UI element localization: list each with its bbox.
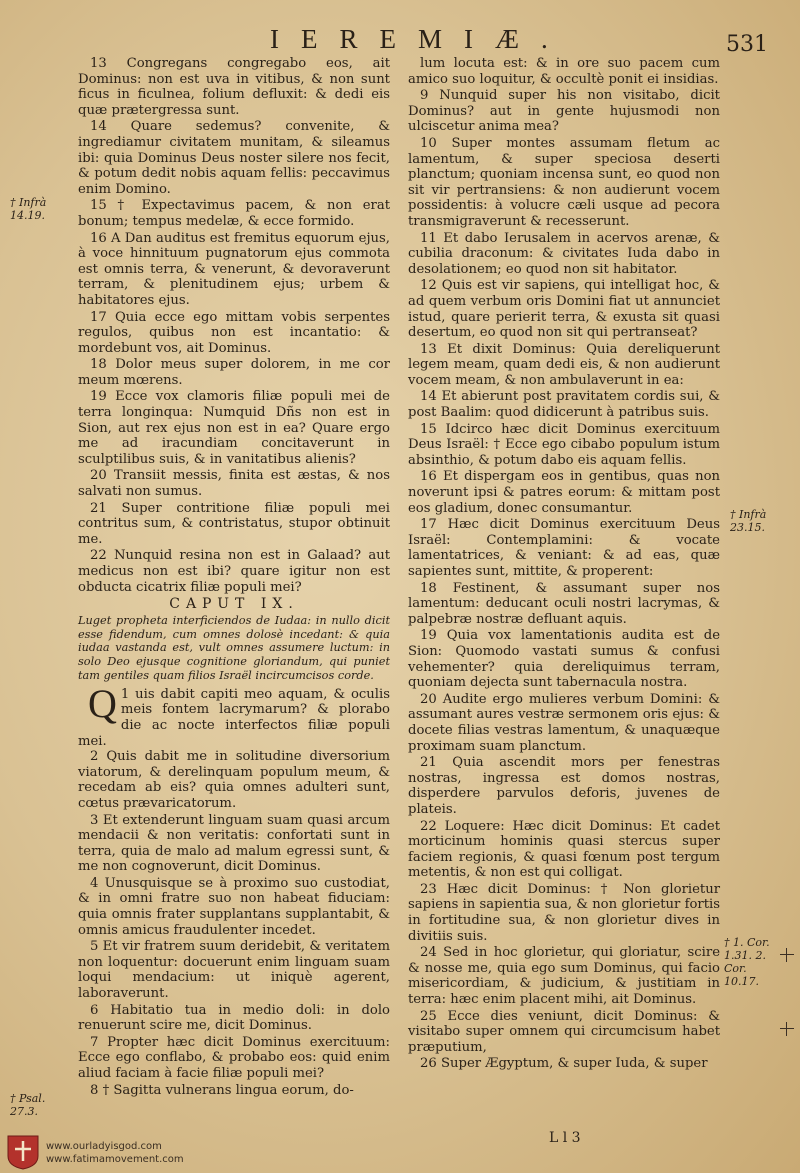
verse: 20 Audite ergo mulieres verbum Domini: & assumant aures vestræ sermonem oris ejus: & docete filias vestras lamentum, & unaquæque proximam suam planctum. xyxy=(408,691,720,754)
verse: 3 Et extenderunt linguam suam quasi arcum mendacii & non veritatis: confortati sunt in terra, quia de malo ad malum egressi sunt, & me non cognoverunt, dicit Dominus. xyxy=(78,812,390,875)
first-verse-text: uis dabit capiti meo aquam, & oculis meis fontem lacrymarum? & plorabo die ac nocte interfectos filiæ populi mei. xyxy=(78,686,390,749)
verse: 19 Quia vox lamentationis audita est de Sion: Quomodo vastati sumus & confusi vehementer? quia dereliquimus terram, quoniam dejecta sunt tabernacula nostra. xyxy=(408,628,720,691)
verse: 9 Nunquid super his non visitabo, dicit Dominus? aut in gente hujusmodi non ulciscetur anima mea? xyxy=(408,88,720,135)
credit-link[interactable]: www.ourladyisgod.com xyxy=(46,1141,162,1152)
verse: 20 Transiit messis, finita est æstas, & nos salvati non sumus. xyxy=(78,468,390,500)
left-column xyxy=(78,56,390,1099)
verse: 12 Quis est vir sapiens, qui intelligat hoc, & ad quem verbum oris Domini fiat ut annunciet istud, quare perierit terra, & exusta sit quasi desertum, eo quod non sit qui pertranseat? xyxy=(408,278,720,341)
verse: 5 Et vir fratrem suum deridebit, & veritatem non loquentur: docuerunt enim linguam suam loqui mendacium: ut iniquè agerent, laboraverunt. xyxy=(78,939,390,1002)
verse: 17 Quia ecce ego mittam vobis serpentes regulos, quibus non est incantatio: & mordebunt vos, ait Dominus. xyxy=(78,309,390,356)
page-header xyxy=(0,10,800,56)
verse: 24 Sed in hoc glorietur, qui gloriatur, scire & nosse me, quia ego sum Dominus, qui facio misericordiam, & judicium, & justitiam in terra: hæc enim placent mihi, ait Dominus. xyxy=(408,945,720,1008)
signature-mark: L l 3 xyxy=(549,1130,581,1146)
registration-cross-icon xyxy=(780,1022,794,1036)
verse: 10 Super montes assumam fletum ac lamentum, & super speciosa deserti planctum; quoniam incensa sunt, eo quod non sit vir pertransiens: & non audierunt vocem possidentis: à volucre cæli usque ad pecora transmigraverunt & recesserunt. xyxy=(408,135,720,229)
right-column xyxy=(408,56,720,1073)
verse: 11 Et dabo Ierusalem in acervos arenæ, & cubilia draconum: & civitates Iuda dabo in desolationem; eo quod non sit habitator. xyxy=(408,230,720,277)
verse: 2 Quis dabit me in solitudine diversorium viatorum, & derelinquam populum meum, & recedam ab eis? quia omnes adulteri sunt, cœtus prævaricatorum. xyxy=(78,749,390,811)
verse: 25 Ecce dies veniunt, dicit Dominus: & visitabo super omnem qui circumcisum habet præputium, xyxy=(408,1008,720,1055)
margin-note: † Infrà 23.15. xyxy=(730,508,767,534)
verse: 16 A Dan auditus est fremitus equorum ejus, à voce hinnituum pugnatorum ejus commota est omnis terra, & venerunt, & devoraverunt terram, & plenitudinem ejus; urbem & habitatores ejus. xyxy=(78,230,390,308)
verse: 8 † Sagitta vulnerans lingua eorum, do- xyxy=(90,1082,354,1098)
running-title: IEREMIÆ. xyxy=(270,24,570,54)
verse: 17 Hæc dicit Dominus exercituum Deus Israël: Contemplamini: & vocate lamentatrices, & veniant: & ad eas, quæ sapientes sunt, mittite, & properent: xyxy=(408,517,720,579)
verse: 4 Unusquisque se à proximo suo custodiat, & in omni fratre suo non habeat fiduciam: quia omnis frater supplantans supplantabit, & omnis amicus fraudulenter incedet. xyxy=(78,875,390,938)
verse: 15 † Expectavimus pacem, & non erat bonum; tempus medelæ, & ecce formido. xyxy=(78,198,390,229)
verse: 22 Loquere: Hæc dicit Dominus: Et cadet morticinum hominis quasi stercus super faciem regionis, & quasi fœnum post tergum metentis, & non est qui colligat. xyxy=(408,818,720,881)
margin-note: † 1. Cor. 1.31. 2. Cor. 10.17. xyxy=(724,936,770,988)
verse: 14 Quare sedemus? convenite, & ingrediamur civitatem munitam, & sileamus ibi: quia Dominus Deus noster silere nos fecit, & potum dedit nobis aquam fellis: peccavimus enim Domino. xyxy=(78,119,390,197)
verse-number: 1 xyxy=(120,686,130,702)
verse: 14 Et abierunt post pravitatem cordis sui, & post Baalim: quod didicerunt à patribus suis. xyxy=(408,389,720,421)
verse: lum locuta est: & in ore suo pacem cum amico suo loquitur, & occultè ponit ei insidias. xyxy=(408,56,720,87)
verse: 7 Propter hæc dicit Dominus exercituum: Ecce ego conflabo, & probabo eos: quid enim aliud faciam à facie filiæ populi mei? xyxy=(78,1034,390,1082)
chapter-heading: CAPUT IX. xyxy=(169,596,299,613)
registration-cross-icon xyxy=(780,948,794,962)
chapter-summary: Luget propheta interficiendos de Iudaa: in nullo dicit esse fidendum, cum omnes dolosè incedant: & quia iudaa vastanda est, vult omnes assumere luctum: in solo Deo ejusque cognitione gloriandum, qui puniet tam gentiles quam filios Israël incircumcisos corde. xyxy=(78,613,390,682)
drop-cap-letter: Q xyxy=(88,680,117,726)
verse: 21 Quia ascendit mors per fenestras nostras, ingressa est domos nostras, disperdere parvulos deforis, juvenes de plateis. xyxy=(408,755,720,817)
page-number: 531 xyxy=(726,32,768,57)
verse: 22 Nunquid resina non est in Galaad? aut medicus non est ibi? quare igitur non est obducta cicatrix filiæ populi mei? xyxy=(78,548,390,595)
verse: 26 Super Ægyptum, & super Iuda, & super xyxy=(420,1056,708,1072)
verse: 6 Habitatio tua in medio doli: in dolo renuerunt scire me, dicit Dominus. xyxy=(78,1002,390,1034)
site-logo-icon xyxy=(6,1134,40,1170)
verse: 18 Dolor meus super dolorem, in me cor meum mœrens. xyxy=(78,357,390,388)
verse: 21 Super contritione filiæ populi mei contritus sum, & contristatus, stupor obtinuit me. xyxy=(78,500,390,547)
verse: 15 Idcirco hæc dicit Dominus exercituum Deus Israël: † Ecce ego cibabo populum istum absinthio, & potum dabo eis aquam fellis. xyxy=(408,421,720,468)
margin-note: † Infrà 14.19. xyxy=(10,196,47,222)
margin-note: † Psal. 27.3. xyxy=(10,1092,46,1118)
verse: 13 Et dixit Dominus: Quia dereliquerunt legem meam, quam dedi eis, & non audierunt vocem meam, & non ambulaverunt in ea: xyxy=(408,341,720,388)
footer-credits xyxy=(46,1140,184,1166)
verse: 16 Et dispergam eos in gentibus, quas non noverunt ipsi & patres eorum: & mittam post eos gladium, donec consumantur. xyxy=(408,469,720,516)
first-verse xyxy=(78,680,390,749)
verse: 19 Ecce vox clamoris filiæ populi mei de terra longinqua: Numquid Dñs non est in Sion, aut rex ejus non est in ea? Quare ergo me ad iracundiam concitaverunt in sculptilibus suis, & in vanitatibus alienis? xyxy=(78,389,390,467)
verse: 23 Hæc dicit Dominus: † Non glorietur sapiens in sapientia sua, & non glorietur fortis in fortitudine sua, & non glorietur dives in divitiis suis. xyxy=(408,881,720,944)
verse: 18 Festinent, & assumant super nos lamentum: deducant oculi nostri lacrymas, & palpebræ nostræ defluant aquis. xyxy=(408,580,720,627)
verse: 13 Congregans congregabo eos, ait Dominus: non est uva in vitibus, & non sunt ficus in ficulnea, folium defluxit: & dedi eis quæ prætergressa sunt. xyxy=(78,56,390,118)
credit-link[interactable]: www.fatimamovement.com xyxy=(46,1154,184,1165)
